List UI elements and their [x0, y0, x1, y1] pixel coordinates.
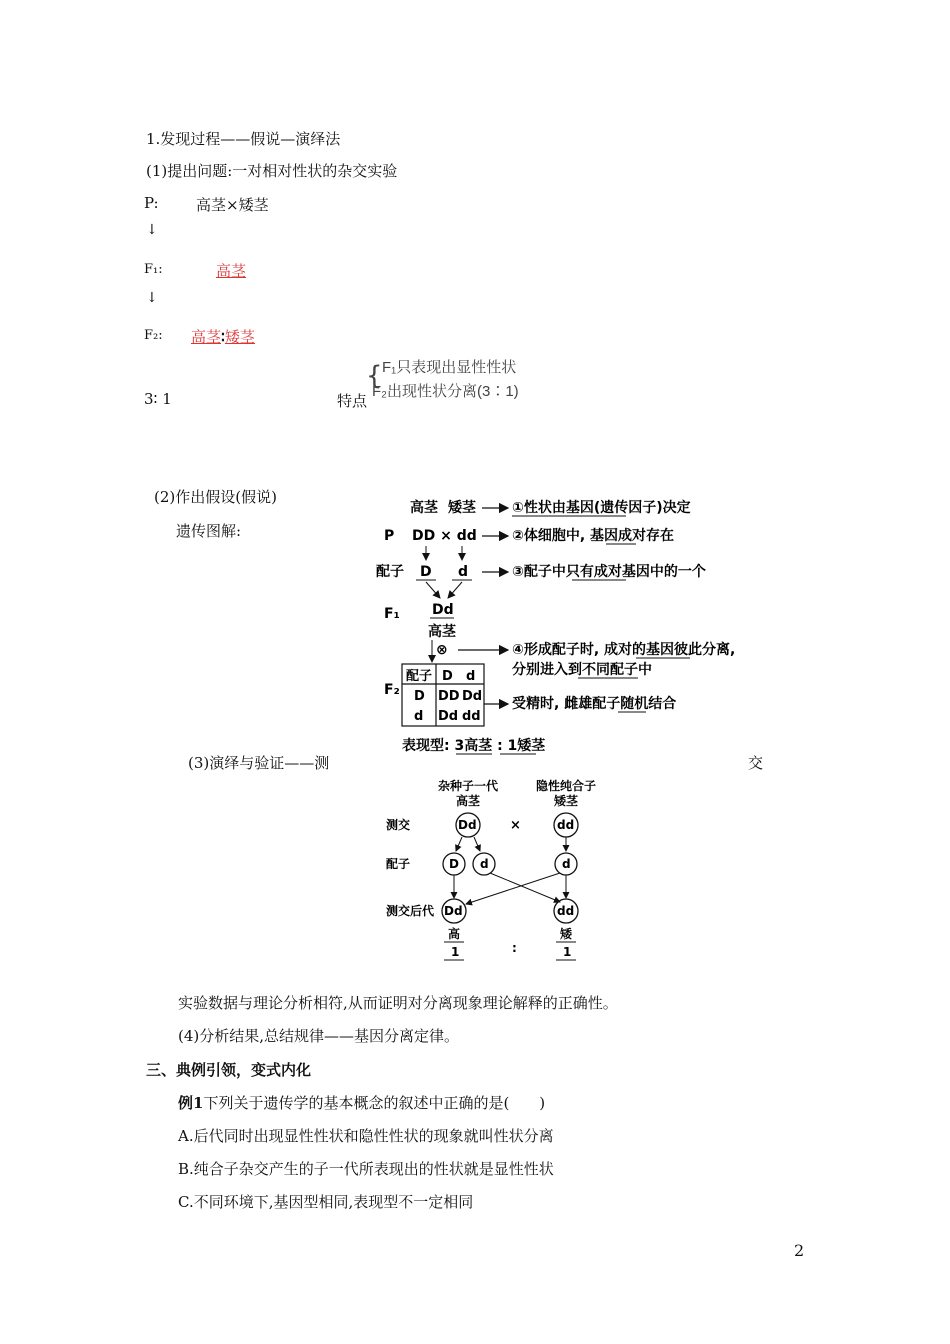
cell-dd: dd: [462, 709, 481, 724]
f2-value-tall: 高茎: [191, 328, 222, 346]
testcross-diagram: [378, 776, 618, 966]
count-short: 1: [563, 945, 572, 959]
ratio: 3∶ 1: [144, 390, 172, 408]
f2-label: F₂: [384, 682, 400, 698]
note2: ②体细胞中, 基因成对存在: [512, 528, 675, 544]
cell-Dd1: Dd: [462, 689, 483, 704]
note1: ①性状由基因(遗传因子)决定: [512, 500, 691, 516]
f2-value-short: 矮茎: [224, 328, 255, 346]
feature-f1: F₁只表现出显性性状: [382, 359, 517, 376]
step1-text: (1)提出问题:一对相对性状的杂交实验: [146, 162, 398, 180]
example-text: 下列关于遗传学的基本概念的叙述中正确的是( ): [203, 1094, 546, 1112]
step3-text-end: 交: [748, 754, 764, 772]
option-b: B.纯合子杂交产生的子一代所表现出的性状就是显性性状: [178, 1160, 554, 1178]
g-d2: d: [562, 857, 571, 871]
note4b: 分别进入到不同配子中: [512, 662, 652, 678]
pheno-short: 矮: [560, 927, 573, 941]
off-dd: dd: [557, 904, 575, 918]
p-cross: DD × dd: [412, 528, 477, 544]
hybrid-title: 杂种子一代: [438, 779, 499, 793]
f1-label: F₁: [384, 606, 400, 622]
row-D: D: [414, 689, 425, 704]
f1-label: F₁:: [144, 262, 163, 277]
off-Dd: Dd: [444, 904, 463, 918]
table-header: 配子: [406, 669, 433, 684]
step2-text: (2)作出假设(假说): [154, 488, 277, 506]
g-D: D: [449, 857, 459, 871]
cross-sign: ×: [510, 818, 521, 833]
testcross-label: 测交: [386, 818, 411, 832]
gamete-label: 配子: [376, 564, 404, 580]
gamete-d: d: [458, 564, 469, 580]
row-d: d: [414, 709, 424, 724]
f1-phenotype: 高茎: [428, 624, 456, 640]
recessive-sub: 矮茎: [554, 794, 579, 808]
option-c: C.不同环境下,基因型相同,表现型不一定相同: [178, 1193, 474, 1211]
geno-dd: dd: [557, 818, 575, 832]
brace-icon: {: [366, 361, 383, 391]
step3-text: (3)演绎与验证——测: [188, 754, 330, 772]
top-tall: 高茎: [410, 500, 438, 516]
note5: 受精时, 雌雄配子随机结合: [512, 696, 677, 712]
phenotype-line: 表现型: 3高茎 : 1矮茎: [402, 738, 546, 754]
f2-sep: ∶: [221, 328, 225, 346]
pheno-tall: 高: [448, 927, 461, 941]
part3-heading: 三、典例引领，变式内化: [146, 1061, 312, 1079]
conclusion-text: 实验数据与理论分析相符,从而证明对分离现象理论解释的正确性。: [178, 994, 618, 1012]
page-number: 2: [794, 1241, 805, 1260]
cell-DD: DD: [438, 689, 460, 704]
note3: ③配子中只有成对基因中的一个: [512, 564, 706, 580]
f1-genotype: Dd: [432, 602, 454, 618]
diagram-label: 遗传图解:: [176, 522, 242, 540]
feature-label: 特点: [337, 392, 368, 410]
down-arrow-icon: ↓: [146, 290, 158, 306]
g-d1: d: [480, 857, 489, 871]
self-symbol: ⊗: [436, 642, 448, 658]
section-heading: 1.发现过程——假说—演绎法: [146, 130, 341, 148]
option-a: A.后代同时出现显性性状和隐性性状的现象就叫性状分离: [178, 1127, 554, 1145]
feature-f2: F₂出现性状分离(3∶1): [372, 383, 519, 400]
p-cross: 高茎×矮茎: [196, 196, 269, 214]
down-arrow-icon: ↓: [146, 222, 158, 238]
top-short: 矮茎: [448, 500, 476, 516]
col-d: d: [466, 669, 476, 684]
example-label: 例1: [178, 1094, 204, 1112]
hybrid-sub: 高茎: [456, 794, 481, 808]
cell-Dd2: Dd: [438, 709, 459, 724]
count-tall: 1: [451, 945, 460, 959]
col-D: D: [442, 669, 453, 684]
count-sep: :: [512, 941, 517, 955]
f2-label: F₂:: [144, 328, 163, 343]
genetic-diagram: [372, 494, 752, 760]
step4-text: (4)分析结果,总结规律——基因分离定律。: [178, 1027, 460, 1045]
p-label: P: [384, 528, 395, 544]
note4a: ④形成配子时, 成对的基因彼此分离,: [512, 642, 736, 658]
recessive-title: 隐性纯合子: [536, 779, 597, 793]
gamete-label: 配子: [386, 857, 411, 871]
gamete-D: D: [420, 564, 432, 580]
p-label: P:: [144, 194, 159, 212]
offspring-label: 测交后代: [386, 904, 435, 918]
geno-Dd: Dd: [458, 818, 477, 832]
f1-value: 高茎: [216, 262, 247, 280]
